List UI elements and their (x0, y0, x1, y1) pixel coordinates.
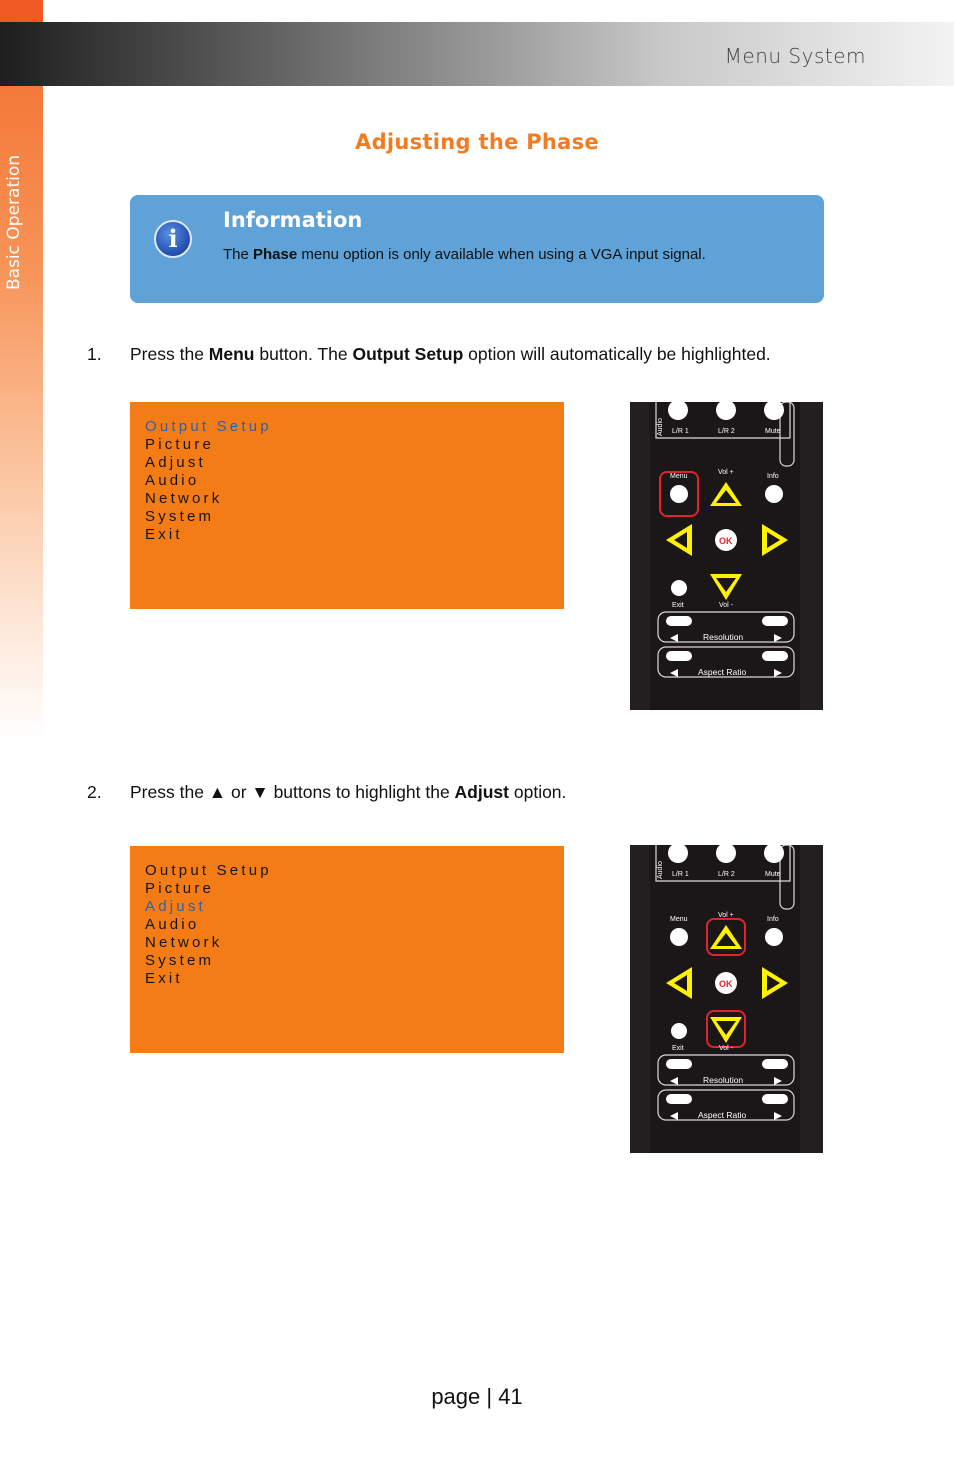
svg-text:L/R 1: L/R 1 (672, 871, 689, 878)
step-text-run: option will automatically be highlighted. (463, 344, 771, 364)
svg-text:Vol -: Vol - (719, 602, 734, 609)
step-number: 2. (87, 782, 102, 802)
svg-text:Info: Info (767, 473, 779, 480)
svg-text:OK: OK (719, 979, 733, 989)
svg-text:Mute: Mute (765, 428, 781, 435)
svg-text:L/R 2: L/R 2 (718, 871, 735, 878)
info-button (765, 485, 783, 503)
remote-control-image (630, 402, 823, 710)
step-2 (87, 782, 566, 803)
svg-text:Mute: Mute (765, 871, 781, 878)
osd-menu-item: Network (145, 490, 223, 507)
info-icon: i (154, 220, 192, 258)
svg-text:Exit: Exit (672, 602, 684, 609)
osd-menu-item: Output Setup (145, 418, 272, 435)
step-text (130, 782, 566, 802)
osd-menu-item: Adjust (145, 898, 206, 915)
osd-menu-item: Audio (145, 916, 200, 933)
osd-menu-item: Picture (145, 880, 215, 897)
svg-text:Menu: Menu (670, 473, 688, 480)
step-text-bold: Output Setup (352, 344, 464, 364)
osd-menu-item: Network (145, 934, 223, 951)
exit-button (671, 1023, 687, 1039)
section-title: Adjusting the Phase (355, 130, 599, 154)
step-text-bold: Menu (208, 344, 255, 364)
remote-control-image (630, 845, 823, 1153)
osd-menu-panel (130, 402, 564, 609)
step-1 (87, 344, 771, 365)
aspect-ratio-label: Aspect Ratio (698, 1110, 747, 1120)
svg-text:Info: Info (767, 916, 779, 923)
info-button (765, 928, 783, 946)
osd-menu-item: Picture (145, 436, 215, 453)
step-text-bold: Adjust (454, 782, 509, 802)
header-title: Menu System (724, 44, 866, 68)
svg-text:Vol +: Vol + (718, 469, 734, 476)
osd-menu-item: Output Setup (145, 862, 272, 879)
osd-menu-panel (130, 846, 564, 1053)
audio-label: Audio (657, 418, 664, 436)
side-tab (0, 0, 43, 740)
osd-menu-list (145, 862, 272, 988)
svg-text:OK: OK (719, 536, 733, 546)
svg-text:Vol -: Vol - (719, 1045, 734, 1052)
page-number: page | 41 (431, 1384, 523, 1409)
svg-text:Menu: Menu (670, 916, 688, 923)
info-body: The Phase menu option is only available when using a VGA input signal. (223, 246, 706, 263)
svg-text:L/R 1: L/R 1 (672, 428, 689, 435)
step-text (130, 344, 771, 364)
menu-button (670, 485, 688, 503)
step-text-run: Press the ▲ or ▼ buttons to highlight the (130, 782, 455, 802)
step-text-run: Press the (130, 344, 209, 364)
resolution-label: Resolution (703, 1075, 744, 1085)
svg-text:Vol +: Vol + (718, 912, 734, 919)
osd-menu-item: System (145, 508, 215, 525)
resolution-label: Resolution (703, 632, 744, 642)
step-text-run: option. (509, 782, 567, 802)
osd-menu-item: System (145, 952, 215, 969)
exit-button (671, 580, 687, 596)
osd-menu-item: Exit (145, 970, 183, 987)
aspect-ratio-label: Aspect Ratio (698, 667, 747, 677)
audio-label: Audio (657, 861, 664, 879)
menu-button (670, 928, 688, 946)
side-tab-label: Basic Operation (4, 154, 24, 290)
osd-menu-item: Exit (145, 526, 183, 543)
osd-menu-list (145, 418, 272, 544)
svg-text:L/R 2: L/R 2 (718, 428, 735, 435)
osd-menu-item: Audio (145, 472, 200, 489)
info-heading: Information (223, 208, 363, 232)
step-text-run: button. The (254, 344, 353, 364)
osd-menu-item: Adjust (145, 454, 206, 471)
step-number: 1. (87, 344, 102, 364)
svg-text:Exit: Exit (672, 1045, 684, 1052)
